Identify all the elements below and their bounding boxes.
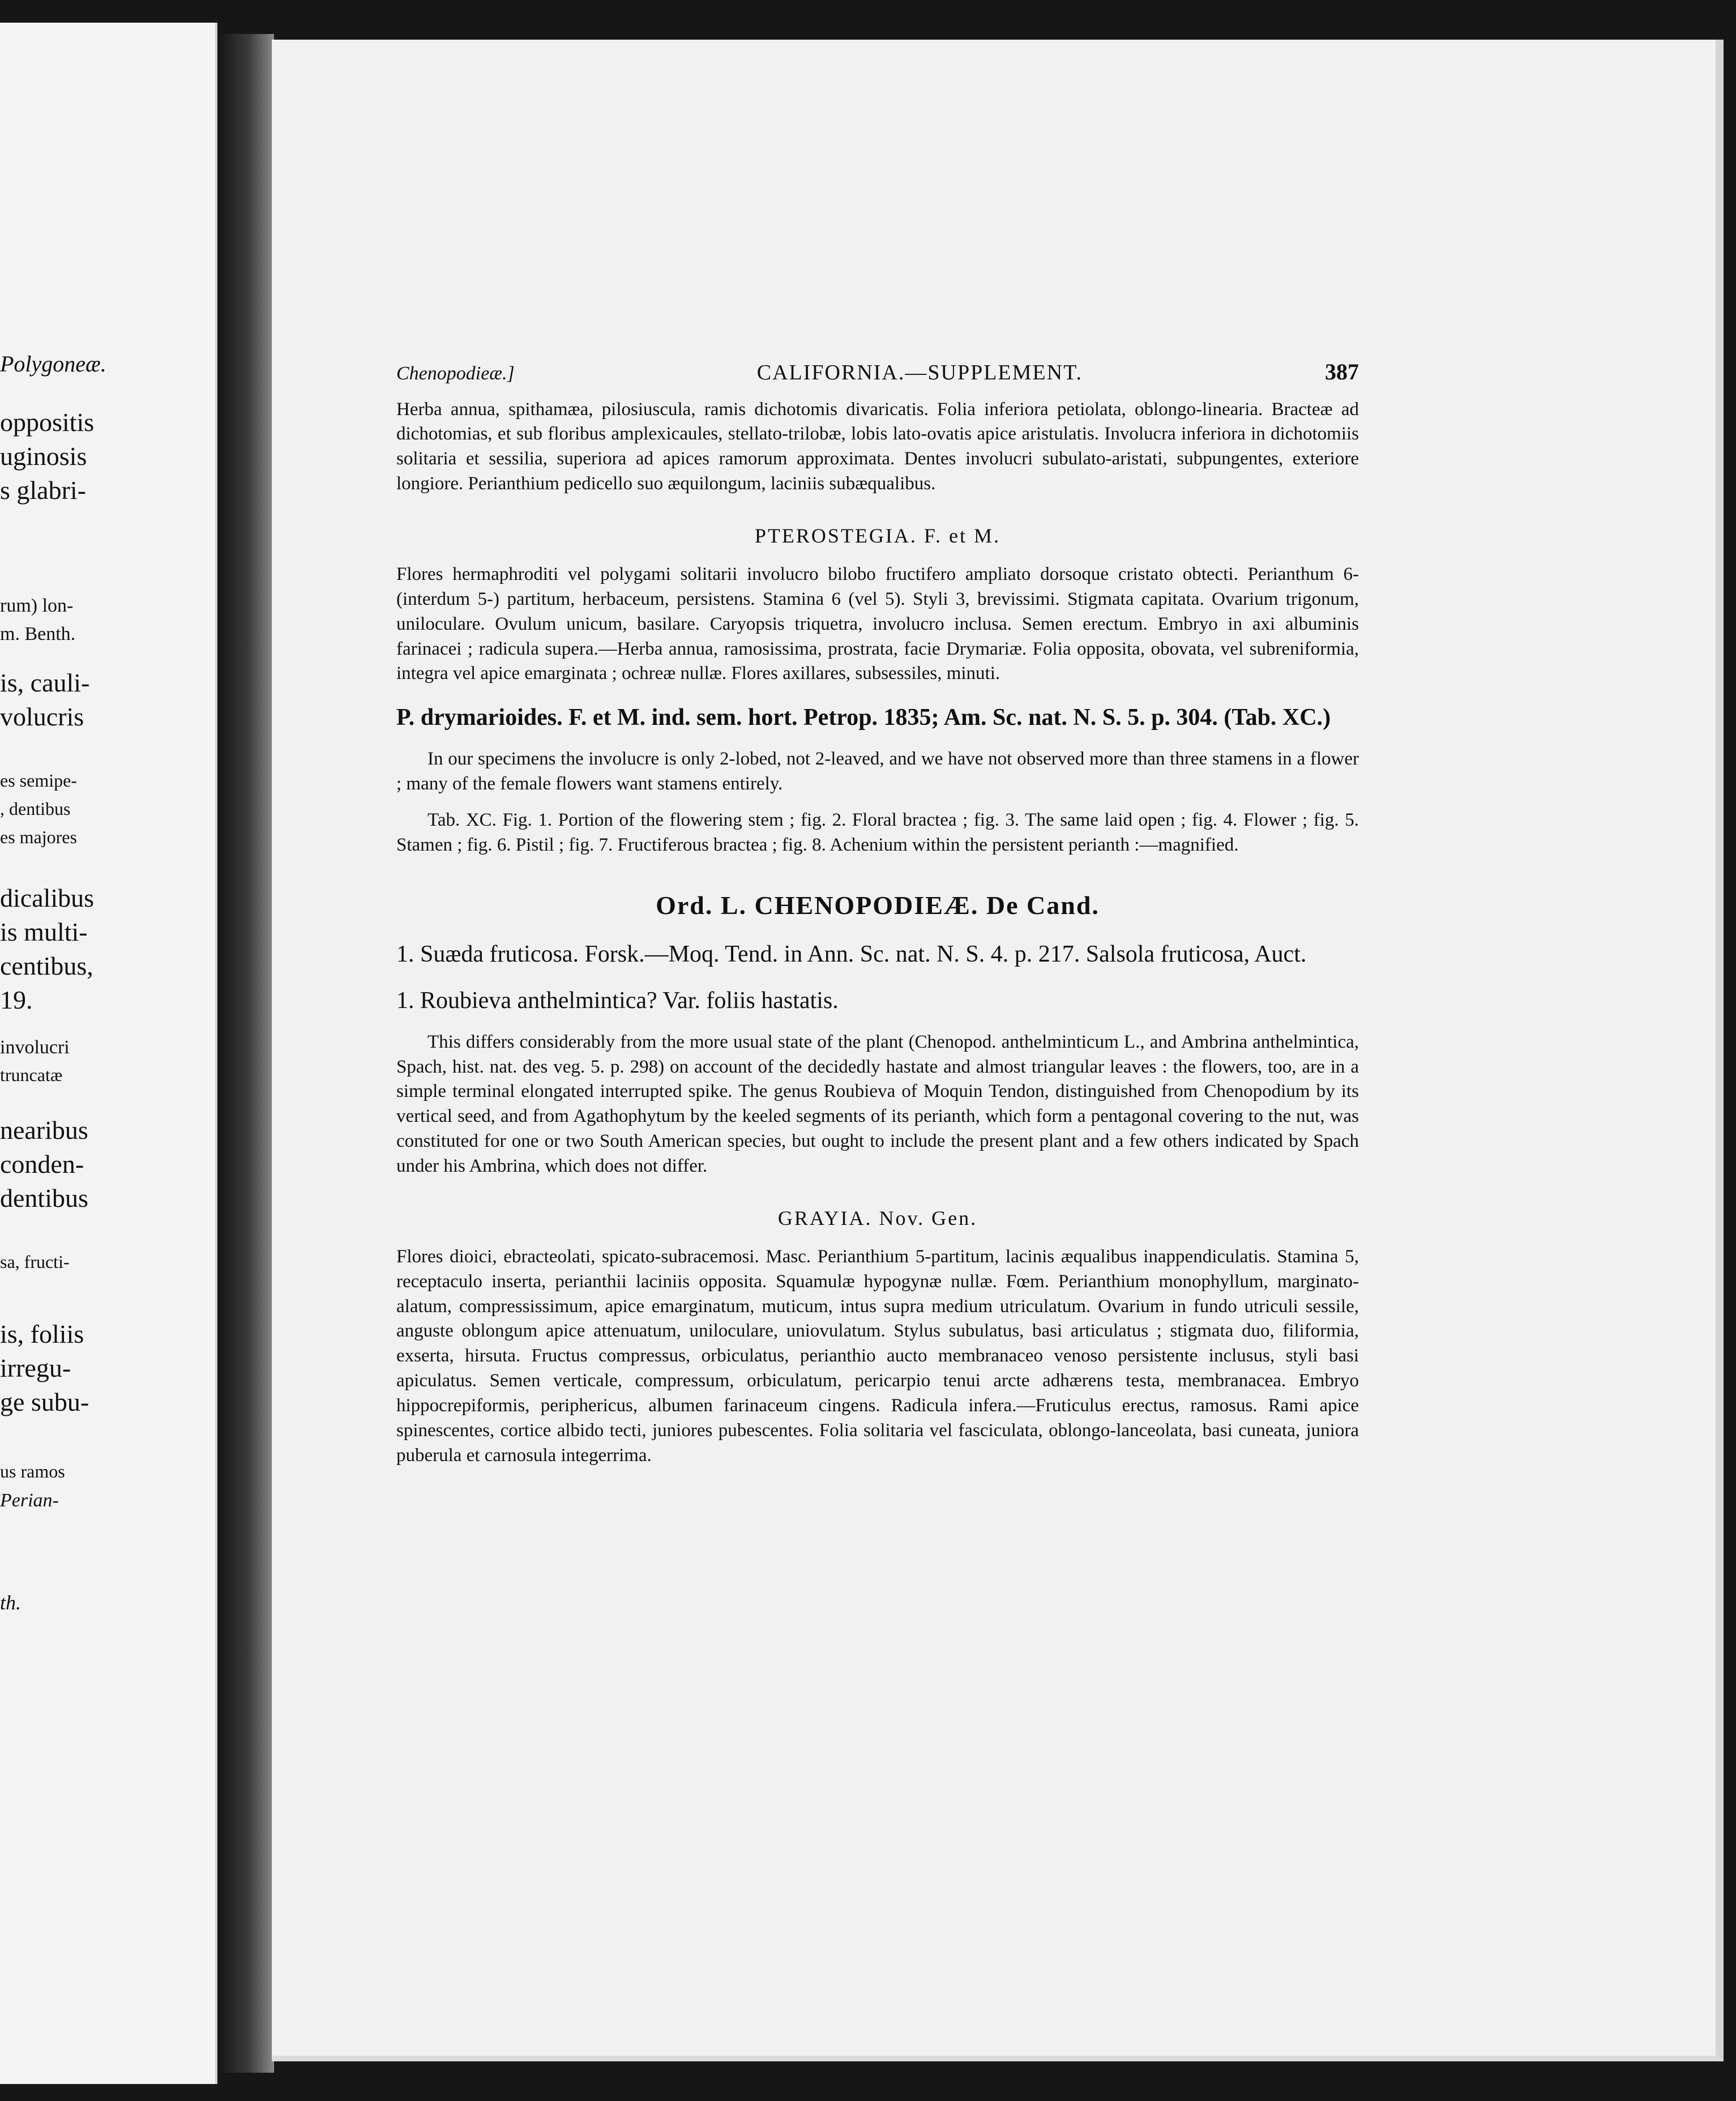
- paragraph: Flores dioici, ebracteolati, spicato-subracemosi. Masc. Perianthium 5-partitum, lacinis æqualibus inappendiculatis. Stamina 5, receptaculo inserta, perianthii laciniis opposita. Squamulæ hypogynæ nullæ. Fœm. Perianthium monophyllum, marginato-alatum, compressissimum, apice emarginatum, muticum, intus supra medium utriculatum. Ovarium in fundo utriculi sessile, anguste oblongum apice attenuatum, uniloculare, uniovulatum. Stylus subulatus, basi articulatus ; stigmata duo, filiformia, exserta, hirsuta. Fructus compressus, orbiculatus, perianthio aucto membranaceo venoso persistente inclusus, styli basi apiculatus. Semen verticale, compressum, orbiculatum, pericarpio tenui arcte adhærens testa, membranacea. Embryo hippocrepiformis, periphericus, albumen farinaceum cingens. Radicula infera.—Fruticulus erectus, ramosus. Rami apice spinescentes, cortice albido tecti, juniores pubescentes. Folia solitaria vel fasciculata, oblongo-lanceolata, basi cuneata, juniora puberula et carnosula integerrima.: [396, 1246, 1359, 1466]
- genus-heading: PTEROSTEGIA. F. et M.: [754, 524, 1001, 548]
- left-fragment: truncatæ: [0, 1065, 63, 1085]
- left-fragment: is, cauli-: [0, 668, 90, 697]
- running-head: [396, 357, 1359, 387]
- left-fragment: oppositis: [0, 408, 95, 437]
- main-page: [272, 40, 1724, 2061]
- left-fragment: m. Benth.: [0, 624, 76, 644]
- left-fragment: es semipe-: [0, 770, 77, 791]
- left-fragment: involucri: [0, 1037, 70, 1058]
- paragraph: Herba annua, spithamæa, pilosiuscula, ramis dichotomis divaricatis. Folia inferiora petiolata, oblongo-linearia. Bracteæ ad dichotomias, et sub floribus amplexicaules, stellato-trilobæ, lobis lato-ovatis apice aristulatis. Involucra inferiora in dichotomiis solitaria et sessilia, superiora ad apices ramorum approximata. Dentes involucri subulato-aristati, subpungentes, exteriore longiore. Perianthium pedicello suo æquilongum, laciniis subæqualibus.: [396, 399, 1359, 494]
- left-fragment: is, foliis: [0, 1319, 84, 1348]
- left-page: [0, 23, 217, 2084]
- left-fragment: conden-: [0, 1150, 84, 1178]
- left-fragment: uginosis: [0, 442, 87, 471]
- left-fragment: 19.: [0, 985, 33, 1014]
- left-fragment: Polygoneæ.: [0, 351, 106, 377]
- left-fragment: irregu-: [0, 1353, 71, 1382]
- left-fragment: Perian-: [0, 1490, 59, 1511]
- left-fragment: dentibus: [0, 1184, 88, 1212]
- book-gutter: [217, 34, 274, 2073]
- order-heading: Ord. L. CHENOPODIEÆ. De Cand.: [656, 891, 1100, 920]
- plate-caption: Tab. XC. Fig. 1. Portion of the flowering stem ; fig. 2. Floral bractea ; fig. 3. The same laid open ; fig. 4. Flower ; fig. 5. Stamen ; fig. 6. Pistil ; fig. 7. Fructiferous bractea ; fig. 8. Achenium within the persistent perianth :—magnified.: [396, 809, 1359, 855]
- left-fragment: dicalibus: [0, 883, 95, 912]
- left-fragment: , dentibus: [0, 798, 71, 819]
- page-number: 387: [1325, 359, 1359, 385]
- paragraph: In our specimens the involucre is only 2-lobed, not 2-leaved, and we have not observed more than three stamens in a flower ; many of the female flowers want stamens entirely.: [396, 748, 1359, 794]
- species-heading: P. drymarioides. F. et M. ind. sem. hort. Petrop. 1835; Am. Sc. nat. N. S. 5. p. 304. (Tab. XC.): [396, 704, 1331, 731]
- text-block: [396, 357, 1359, 1480]
- left-fragment: centibus,: [0, 951, 93, 980]
- species-heading: 1. Suæda fruticosa. Forsk.—Moq. Tend. in Ann. Sc. nat. N. S. 4. p. 217. Salsola fruticosa, Auct.: [396, 941, 1307, 967]
- running-head-left: Chenopodieæ.]: [396, 363, 515, 384]
- left-fragment: volucris: [0, 702, 84, 731]
- left-fragment: s glabri-: [0, 476, 87, 505]
- left-fragment: ge subu-: [0, 1387, 89, 1416]
- left-fragment: is multi-: [0, 917, 88, 946]
- left-fragment: es majores: [0, 827, 77, 847]
- left-fragment: th.: [0, 1591, 22, 1614]
- paragraph: This differs considerably from the more usual state of the plant (Chenopod. anthelminticum L., and Ambrina anthelmintica, Spach, hist. nat. des veg. 5. p. 298) on account of the decidedly hastate and almost triangular leaves : the flowers, too, are in a simple terminal elongated interrupted spike. The genus Roubieva of Moquin Tendon, distinguished from Chenopodium by its vertical seed, and from Agathophytum by the keeled segments of its perianth, which form a pentagonal covering to the nut, was constituted for one or two South American species, but ought to include the present plant and a few others indicated by Spach under his Ambrina, which does not differ.: [396, 1031, 1359, 1177]
- genus-heading: GRAYIA. Nov. Gen.: [777, 1206, 978, 1229]
- left-fragment: nearibus: [0, 1116, 88, 1145]
- species-heading: 1. Roubieva anthelmintica? Var. foliis hastatis.: [396, 988, 839, 1014]
- paragraph: Flores hermaphroditi vel polygami solitarii involucro bilobo fructifero ampliato dorsoque cristato obtecti. Perianthum 6-(interdum 5-) partitum, herbaceum, persistens. Stamina 6 (vel 5). Styli 3, brevissimi. Stigmata capitata. Ovarium trigonum, uniloculare. Ovulum unicum, basilare. Caryopsis triquetra, involucro inclusa. Semen erectum. Embryo in axi albuminis farinacei ; radicula supera.—Herba annua, ramosissima, prostrata, facie Drymariæ. Folia opposita, obovata, vel subreniformia, integra vel apice emarginata ; ochreæ nullæ. Flores axillares, subsessiles, minuti.: [396, 563, 1359, 684]
- left-fragment: rum) lon-: [0, 595, 74, 616]
- running-head-title: CALIFORNIA.—SUPPLEMENT.: [756, 361, 1083, 385]
- left-fragment: us ramos: [0, 1461, 65, 1481]
- left-fragment: sa, fructi-: [0, 1252, 70, 1272]
